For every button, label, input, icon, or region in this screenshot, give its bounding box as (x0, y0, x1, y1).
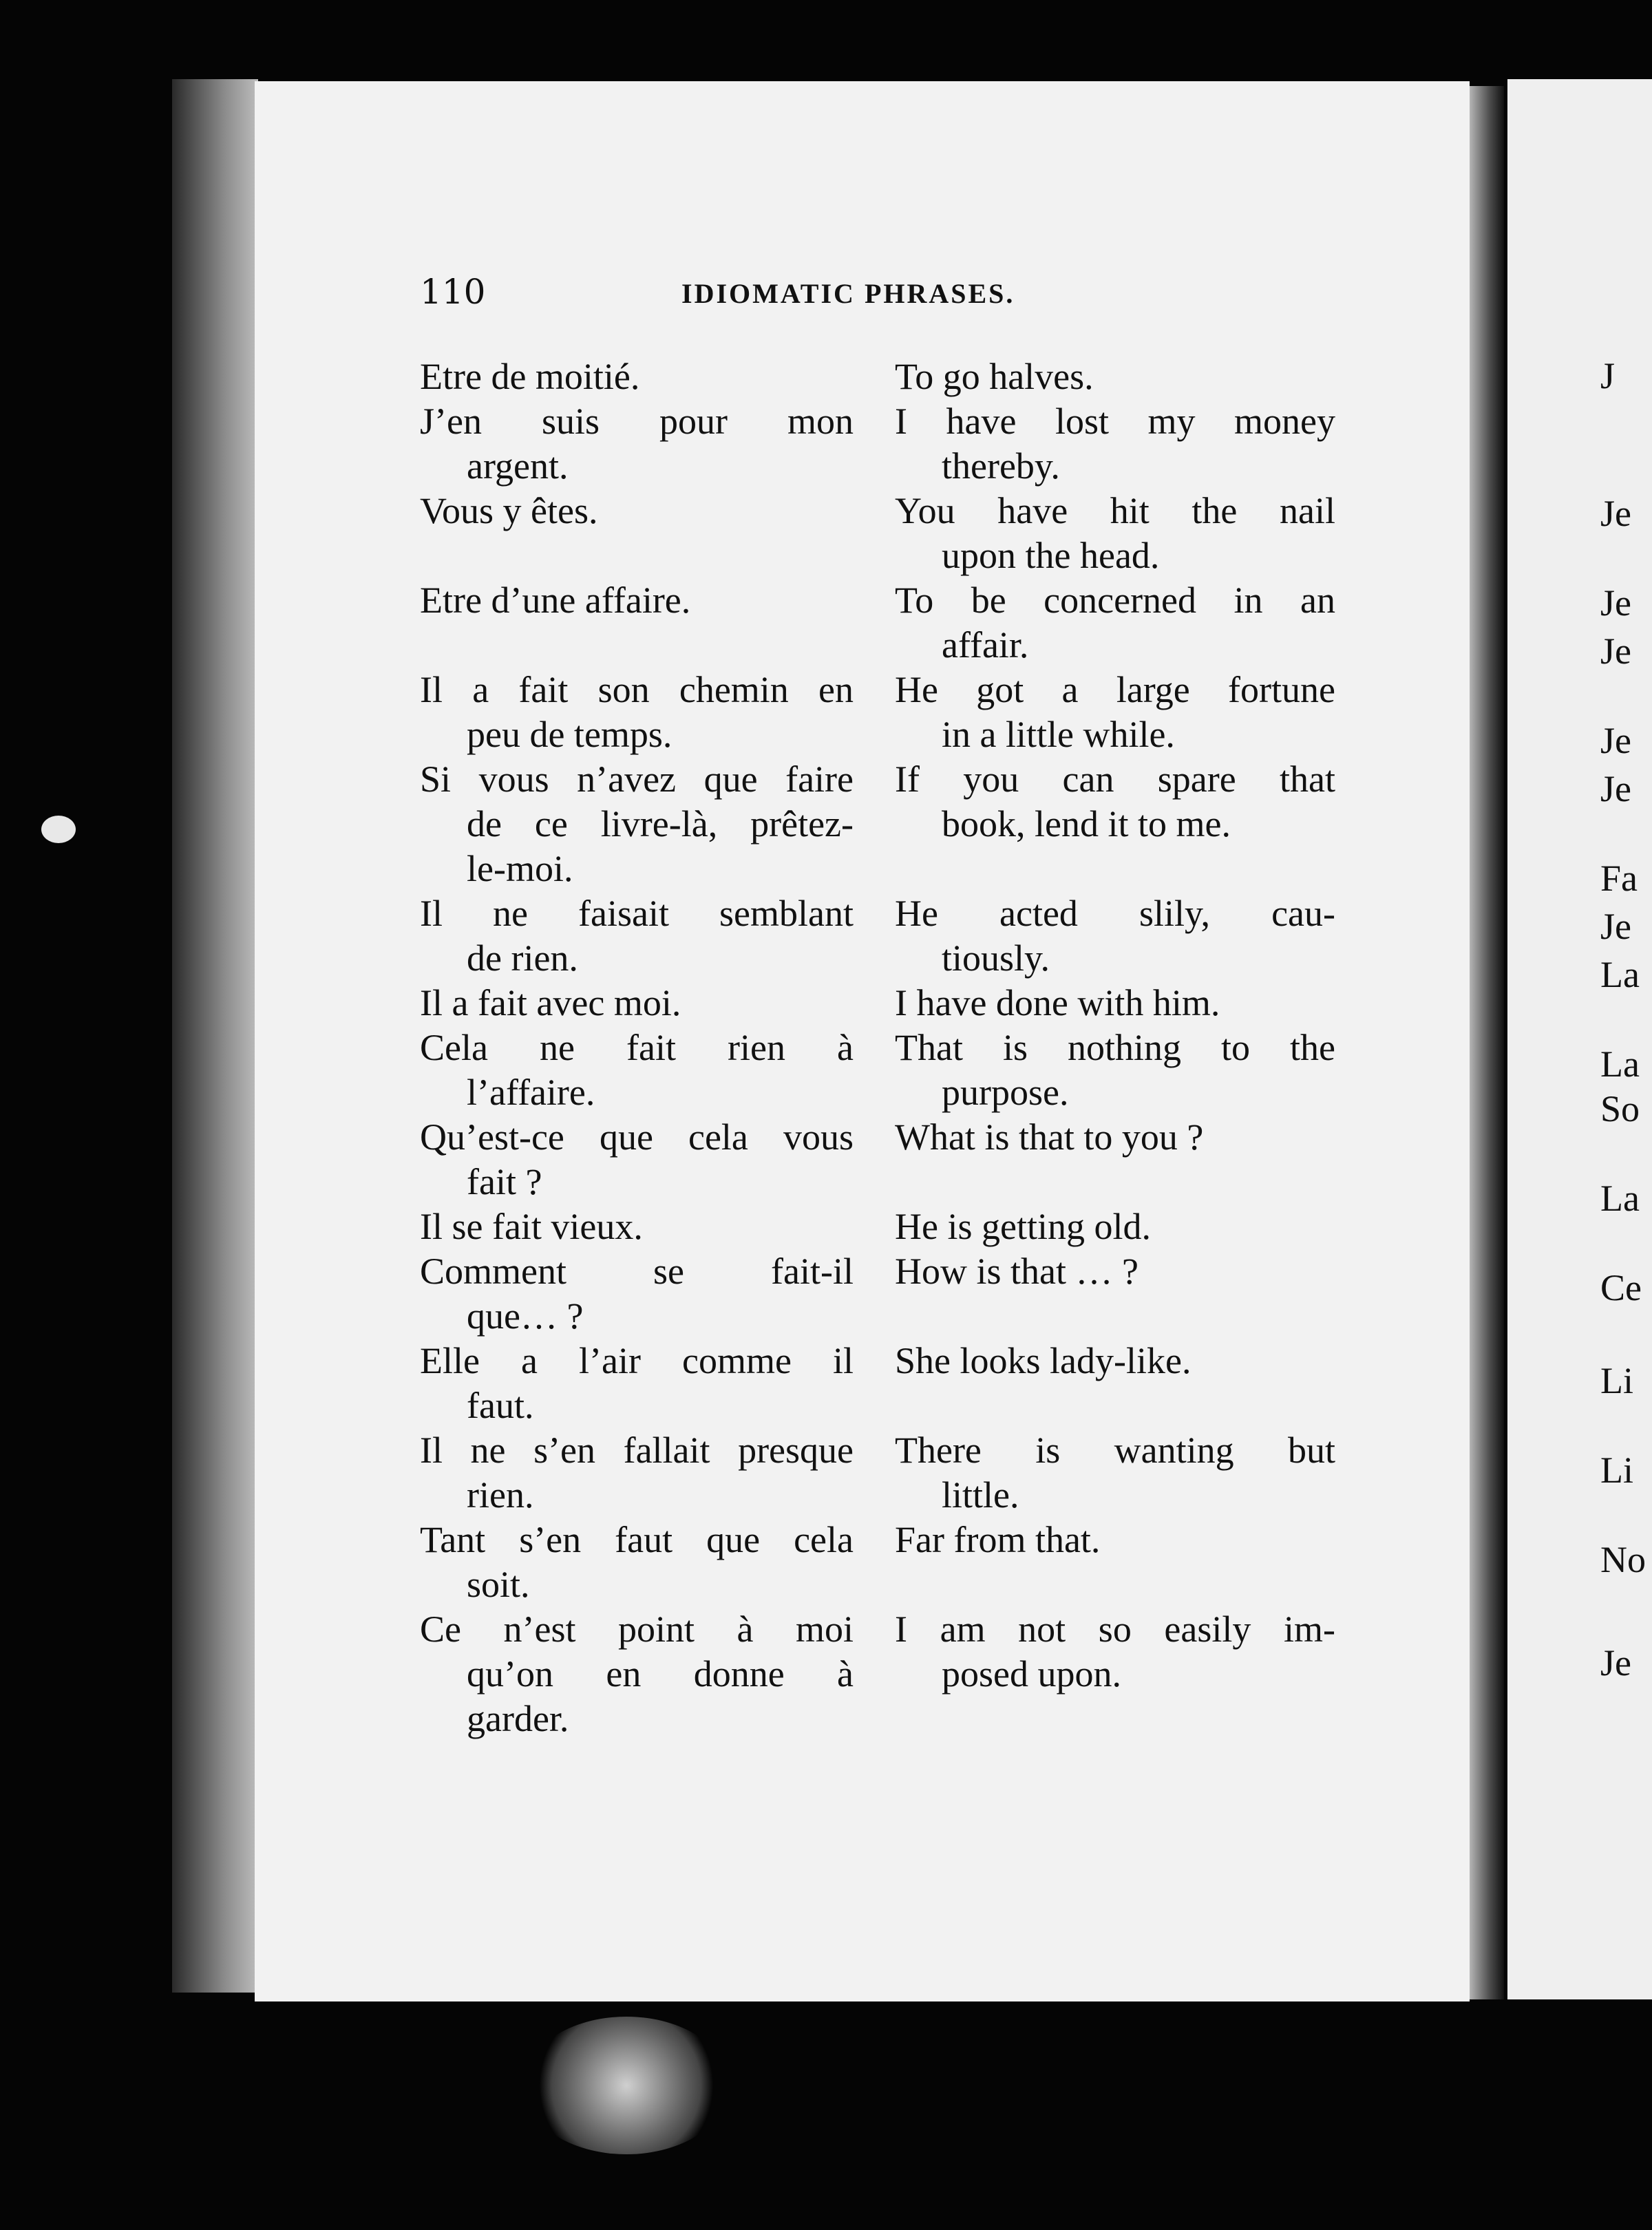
phrase-entry (420, 1249, 1335, 1339)
french-phrase (420, 668, 854, 757)
text-line: Il a fait son chemin en (420, 669, 854, 710)
text-line: If you can spare that (895, 758, 1335, 800)
phrase-entry (420, 1607, 1335, 1741)
french-phrase (420, 1204, 854, 1249)
facing-page-line: Fa (1600, 858, 1638, 899)
text-line: Il se fait vieux. (420, 1206, 643, 1247)
french-phrase (420, 1518, 854, 1607)
text-line: Comment se fait-il (420, 1251, 854, 1292)
text-line: Qu’est-ce que cela vous (420, 1116, 854, 1158)
running-title: IDIOMATIC PHRASES. (681, 278, 1015, 309)
facing-page-line: Li (1600, 1450, 1633, 1491)
phrase-entry (420, 668, 1335, 757)
facing-page-line: Li (1600, 1360, 1633, 1401)
text-line: He is getting old. (895, 1206, 1151, 1247)
french-phrase (420, 1339, 854, 1428)
english-translation (895, 757, 1335, 847)
text-line: Etre d’une affaire. (420, 580, 691, 621)
text-line: He got a large fortune (895, 669, 1335, 710)
facing-page-line: J (1600, 355, 1616, 396)
text-line: J’en suis pour mon (420, 401, 854, 442)
text-line: posed upon. (942, 1653, 1121, 1695)
english-translation (895, 1518, 1335, 1562)
text-line: soit. (467, 1564, 530, 1605)
english-translation (895, 981, 1335, 1026)
phrase-entry (420, 1428, 1335, 1518)
text-line: upon the head. (942, 535, 1160, 576)
english-translation (895, 1026, 1335, 1115)
text-line: thereby. (942, 445, 1060, 487)
text-line: de ce livre-là, prêtez- (467, 803, 854, 845)
phrase-entry (420, 489, 1335, 578)
text-line: le-moi. (467, 848, 573, 889)
text-line: Ce n’est point à moi (420, 1608, 854, 1650)
french-phrase (420, 489, 854, 533)
english-translation (895, 489, 1335, 578)
english-translation (895, 1428, 1335, 1518)
text-line: I have done with him. (895, 982, 1220, 1023)
text-line: Tant s’en faut que cela (420, 1519, 854, 1560)
text-line: tiously. (942, 937, 1050, 979)
text-line: To go halves. (895, 356, 1094, 397)
french-phrase (420, 1607, 854, 1741)
text-line: faut. (467, 1385, 534, 1426)
text-line: Il a fait avec moi. (420, 982, 681, 1023)
text-line: argent. (467, 445, 569, 487)
french-phrase (420, 1115, 854, 1204)
text-line: purpose. (942, 1072, 1069, 1113)
french-phrase (420, 399, 854, 489)
french-phrase (420, 1249, 854, 1339)
facing-page-line: La (1600, 954, 1640, 995)
facing-page-line: La (1600, 1178, 1640, 1219)
phrase-entry (420, 891, 1335, 981)
facing-page-line: Je (1600, 1642, 1631, 1684)
text-line: To be concerned in an (895, 580, 1335, 621)
text-line: affair. (942, 624, 1029, 666)
french-phrase (420, 981, 854, 1026)
english-translation (895, 1607, 1335, 1697)
text-line: garder. (467, 1698, 569, 1739)
english-translation (895, 1204, 1335, 1249)
text-line: rien. (467, 1474, 534, 1516)
facing-page-line: Je (1600, 582, 1631, 624)
text-line: in a little while. (942, 714, 1175, 755)
facing-page-line: Je (1600, 493, 1631, 534)
phrase-entry (420, 354, 1335, 399)
text-line: He acted slily, cau- (895, 893, 1335, 934)
french-phrase (420, 757, 854, 891)
text-line: book, lend it to me. (942, 803, 1231, 845)
text-line: That is nothing to the (895, 1027, 1335, 1068)
text-line: You have hit the nail (895, 490, 1335, 531)
phrase-entry (420, 1204, 1335, 1249)
facing-page-line: Je (1600, 768, 1631, 809)
facing-page-line: La (1600, 1043, 1640, 1085)
text-line: l’affaire. (467, 1072, 595, 1113)
text-line: Cela ne fait rien à (420, 1027, 854, 1068)
text-line: peu de temps. (467, 714, 673, 755)
text-line: She looks lady-like. (895, 1340, 1192, 1381)
dust-speck (523, 2017, 730, 2154)
english-translation (895, 354, 1335, 399)
book-gutter (1470, 86, 1504, 1999)
text-line: little. (942, 1474, 1019, 1516)
facing-page-line: Je (1600, 720, 1631, 761)
english-translation (895, 1249, 1335, 1294)
text-line: Vous y êtes. (420, 490, 598, 531)
text-line: Il ne faisait semblant (420, 893, 854, 934)
french-phrase (420, 354, 854, 399)
facing-page-line: So (1600, 1088, 1640, 1129)
text-line: de rien. (467, 937, 578, 979)
english-translation (895, 891, 1335, 981)
phrase-entry (420, 1339, 1335, 1428)
text-line: I have lost my money (895, 401, 1335, 442)
english-translation (895, 1339, 1335, 1383)
text-line: fait ? (467, 1161, 542, 1202)
text-line: qu’on en donne à (467, 1653, 854, 1695)
text-line: que… ? (467, 1295, 584, 1337)
french-phrase (420, 891, 854, 981)
english-translation (895, 1115, 1335, 1160)
text-line: Far from that. (895, 1519, 1101, 1560)
facing-page-line: Je (1600, 906, 1631, 947)
facing-page-line: Ce (1600, 1267, 1642, 1308)
english-translation (895, 668, 1335, 757)
phrase-entry (420, 1518, 1335, 1607)
page-header (420, 272, 1349, 320)
text-line: How is that … ? (895, 1251, 1139, 1292)
page-number: 110 (420, 272, 486, 312)
text-line: Il ne s’en fallait presque (420, 1430, 854, 1471)
english-translation (895, 578, 1335, 668)
text-line: Elle a l’air comme il (420, 1340, 854, 1381)
facing-page-line: Je (1600, 630, 1631, 672)
french-phrase (420, 1428, 854, 1518)
facing-page-line: No (1600, 1539, 1646, 1580)
phrase-entry (420, 399, 1335, 489)
text-line: I am not so easily im- (895, 1608, 1335, 1650)
dust-speck (41, 816, 76, 843)
phrase-entry (420, 1115, 1335, 1204)
phrase-entry (420, 578, 1335, 668)
facing-page-text (1600, 354, 1652, 1697)
phrase-entry (420, 1026, 1335, 1115)
page-edge (172, 79, 258, 1993)
text-line: Si vous n’avez que faire (420, 758, 854, 800)
text-line: There is wanting but (895, 1430, 1335, 1471)
french-phrase (420, 578, 854, 623)
phrase-entry (420, 757, 1335, 891)
phrase-entry (420, 981, 1335, 1026)
french-phrase (420, 1026, 854, 1115)
text-line: Etre de moitié. (420, 356, 640, 397)
english-translation (895, 399, 1335, 489)
text-line: What is that to you ? (895, 1116, 1204, 1158)
